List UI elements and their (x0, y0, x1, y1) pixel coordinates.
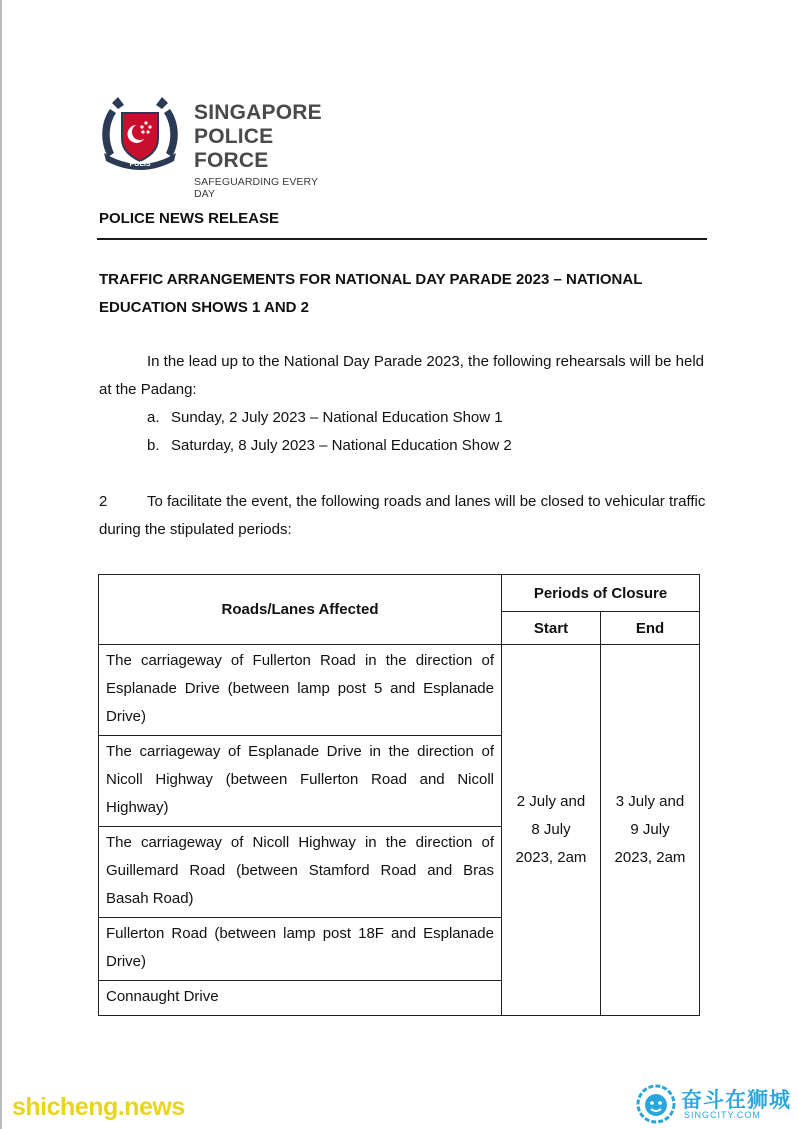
watermark-singcity (636, 1084, 796, 1124)
header-end: End (601, 612, 700, 645)
police-emblem-icon (98, 95, 182, 171)
list-item-text: Sunday, 2 July 2023 – National Education Show 1 (171, 409, 503, 426)
document-title: TRAFFIC ARRANGEMENTS FOR NATIONAL DAY PARADE 2023 – NATIONAL EDUCATION SHOWS 1 AND 2 (99, 271, 643, 316)
closure-table (98, 574, 700, 1016)
lion-mascot-icon (636, 1084, 676, 1124)
road-cell: Fullerton Road (between lamp post 18F and Esplanade Drive) (99, 918, 502, 981)
road-cell: The carriageway of Fullerton Road in the direction of Esplanade Drive (between lamp post 5 and Esplanade Drive) (99, 645, 502, 736)
logo-tagline: SAFEGUARDING EVERY DAY (194, 176, 318, 200)
header-divider (97, 238, 707, 240)
watermark-singcity-url: SINGCITY.COM (684, 1110, 761, 1120)
start-date: 2 July and 8 July 2023, 2am (515, 793, 587, 866)
list-item-text: Saturday, 8 July 2023 – National Education Show 2 (171, 437, 512, 454)
logo-line1: SINGAPORE (194, 101, 322, 124)
paragraph-2-text: To facilitate the event, the following roads and lanes will be closed to vehicular traffic during the stipulated periods: (99, 493, 706, 538)
road-cell: The carriageway of Nicoll Highway in the direction of Guillemard Road (between Stamford Road and Bras Basah Road) (99, 827, 502, 918)
table-row (99, 645, 700, 736)
spf-logo (98, 95, 338, 200)
release-label: POLICE NEWS RELEASE (99, 210, 280, 227)
paragraph-number: 2 (99, 493, 108, 510)
road-cell: The carriageway of Esplanade Drive in the direction of Nicoll Highway (between Fullerton Road and Nicoll Highway) (99, 736, 502, 827)
emblem-ribbon-text: POLIS (129, 161, 151, 168)
end-cell (601, 645, 700, 1016)
watermark-shicheng: shicheng.news (12, 1093, 185, 1121)
header-periods: Periods of Closure (502, 575, 700, 612)
header-start: Start (502, 612, 601, 645)
rehearsal-list (147, 404, 512, 460)
header-roads: Roads/Lanes Affected (99, 575, 502, 645)
end-date: 3 July and 9 July 2023, 2am (614, 793, 686, 866)
intro-text: In the lead up to the National Day Parade 2023, the following rehearsals will be held at the Padang: (99, 353, 705, 398)
page-edge (0, 0, 2, 1129)
start-cell (502, 645, 601, 1016)
list-marker: b. (147, 437, 160, 454)
road-cell: Connaught Drive (99, 981, 502, 1016)
logo-line2: POLICE FORCE (194, 125, 274, 172)
intro-paragraph (99, 348, 709, 404)
list-marker: a. (147, 409, 160, 426)
list-item (147, 404, 512, 432)
list-item (147, 432, 512, 460)
paragraph-2 (99, 488, 709, 544)
watermark-singcity-name: 奋斗在狮城 (681, 1089, 791, 1112)
logo-wordmark (194, 101, 338, 200)
